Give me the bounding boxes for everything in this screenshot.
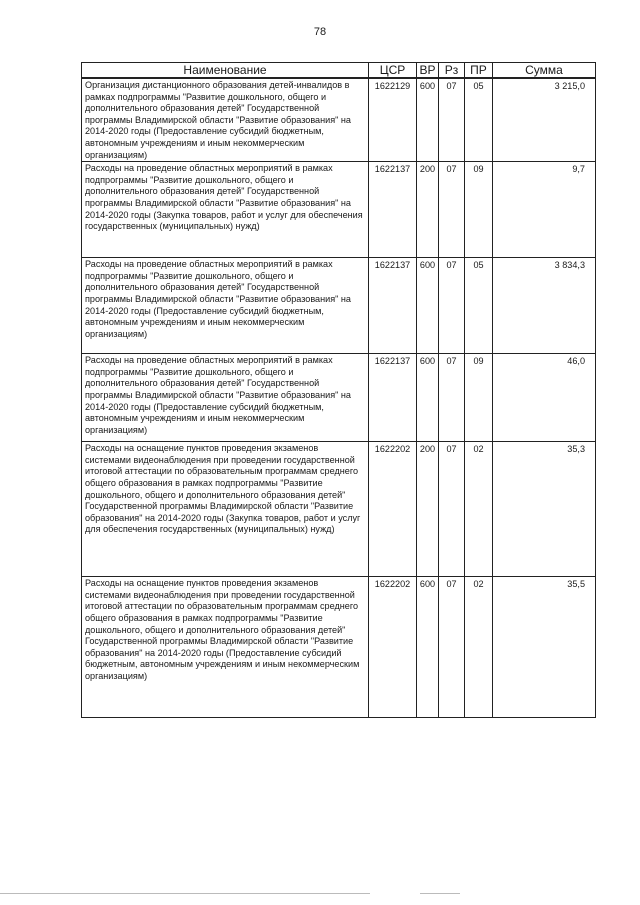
header-rz: Рз xyxy=(439,63,465,79)
row-vr: 600 xyxy=(417,354,439,442)
row-rz: 07 xyxy=(439,442,465,577)
row-name: Организация дистанционного образования детей-инвалидов в рамках подпрограммы "Развитие дошкольного, общего и дополнительного образования детей" Государственной программы Владимирской области "Развитие образования" на 2014-2020 годы (Предоставление субсидий бюджетным, автономным учреждениям и иным некоммерческим организациям) xyxy=(82,78,369,162)
header-csr: ЦСР xyxy=(369,63,417,79)
header-row xyxy=(82,63,596,79)
row-sum: 35,5 xyxy=(493,577,596,718)
row-name: Расходы на проведение областных мероприятий в рамках подпрограммы "Развитие дошкольного, общего и дополнительного образования детей" Государственной программы Владимирской области "Развитие образования" на 2014-2020 годы (Предоставление субсидий бюджетным, автономным учреждениям и иным некоммерческим организациям) xyxy=(82,354,369,442)
table-row xyxy=(82,442,596,577)
row-name: Расходы на оснащение пунктов проведения экзаменов системами видеонаблюдения при проведении государственной итоговой аттестации по образовательным программам среднего общего образования в рамках подпрограммы "Развитие дошкольного, общего и дополнительного образования детей" Государственной программы Владимирской области "Развитие образования" на 2014-2020 годы (Предоставление субсидий бюджетным, автономным учреждениям и иным некоммерческим организациям) xyxy=(82,577,369,718)
row-sum: 35,3 xyxy=(493,442,596,577)
row-name: Расходы на оснащение пунктов проведения экзаменов системами видеонаблюдения при проведении государственной итоговой аттестации по образовательным программам среднего общего образования в рамках подпрограммы "Развитие дошкольного, общего и дополнительного образования детей" Государственной программы Владимирской области "Развитие образования" на 2014-2020 годы (Закупка товаров, работ и услуг для обеспечения государственных (муниципальных) нужд) xyxy=(82,442,369,577)
table-body xyxy=(82,78,596,718)
row-pr: 02 xyxy=(465,442,493,577)
row-pr: 05 xyxy=(465,78,493,162)
row-vr: 600 xyxy=(417,258,439,354)
row-rz: 07 xyxy=(439,78,465,162)
row-csr: 1622202 xyxy=(369,442,417,577)
row-pr: 09 xyxy=(465,354,493,442)
row-pr: 05 xyxy=(465,258,493,354)
row-csr: 1622137 xyxy=(369,162,417,258)
budget-table xyxy=(81,62,596,718)
row-pr: 09 xyxy=(465,162,493,258)
row-csr: 1622202 xyxy=(369,577,417,718)
table-row xyxy=(82,577,596,718)
header-sum: Сумма xyxy=(493,63,596,79)
table-header xyxy=(82,63,596,79)
row-vr: 600 xyxy=(417,577,439,718)
row-csr: 1622137 xyxy=(369,354,417,442)
row-sum: 46,0 xyxy=(493,354,596,442)
row-rz: 07 xyxy=(439,577,465,718)
table-row xyxy=(82,78,596,162)
row-name: Расходы на проведение областных мероприятий в рамках подпрограммы "Развитие дошкольного, общего и дополнительного образования детей" Государственной программы Владимирской области "Развитие образования" на 2014-2020 годы (Предоставление субсидий бюджетным, автономным учреждениям и иным некоммерческим организациям) xyxy=(82,258,369,354)
row-rz: 07 xyxy=(439,258,465,354)
row-csr: 1622129 xyxy=(369,78,417,162)
row-rz: 07 xyxy=(439,162,465,258)
header-pr: ПР xyxy=(465,63,493,79)
row-pr: 02 xyxy=(465,577,493,718)
scan-edge-line xyxy=(420,893,460,894)
row-vr: 200 xyxy=(417,442,439,577)
table-row xyxy=(82,162,596,258)
page-number: 78 xyxy=(313,26,327,38)
row-sum: 9,7 xyxy=(493,162,596,258)
row-name: Расходы на проведение областных мероприятий в рамках подпрограммы "Развитие дошкольного, общего и дополнительного образования детей" Государственной программы Владимирской области "Развитие образования" на 2014-2020 годы (Закупка товаров, работ и услуг для обеспечения государственных (муниципальных) нужд) xyxy=(82,162,369,258)
row-vr: 200 xyxy=(417,162,439,258)
row-sum: 3 834,3 xyxy=(493,258,596,354)
header-vr: ВР xyxy=(417,63,439,79)
row-vr: 600 xyxy=(417,78,439,162)
row-rz: 07 xyxy=(439,354,465,442)
table-row xyxy=(82,258,596,354)
header-name: Наименование xyxy=(82,63,369,79)
row-sum: 3 215,0 xyxy=(493,78,596,162)
row-csr: 1622137 xyxy=(369,258,417,354)
table-row xyxy=(82,354,596,442)
scan-edge-line xyxy=(0,893,370,894)
